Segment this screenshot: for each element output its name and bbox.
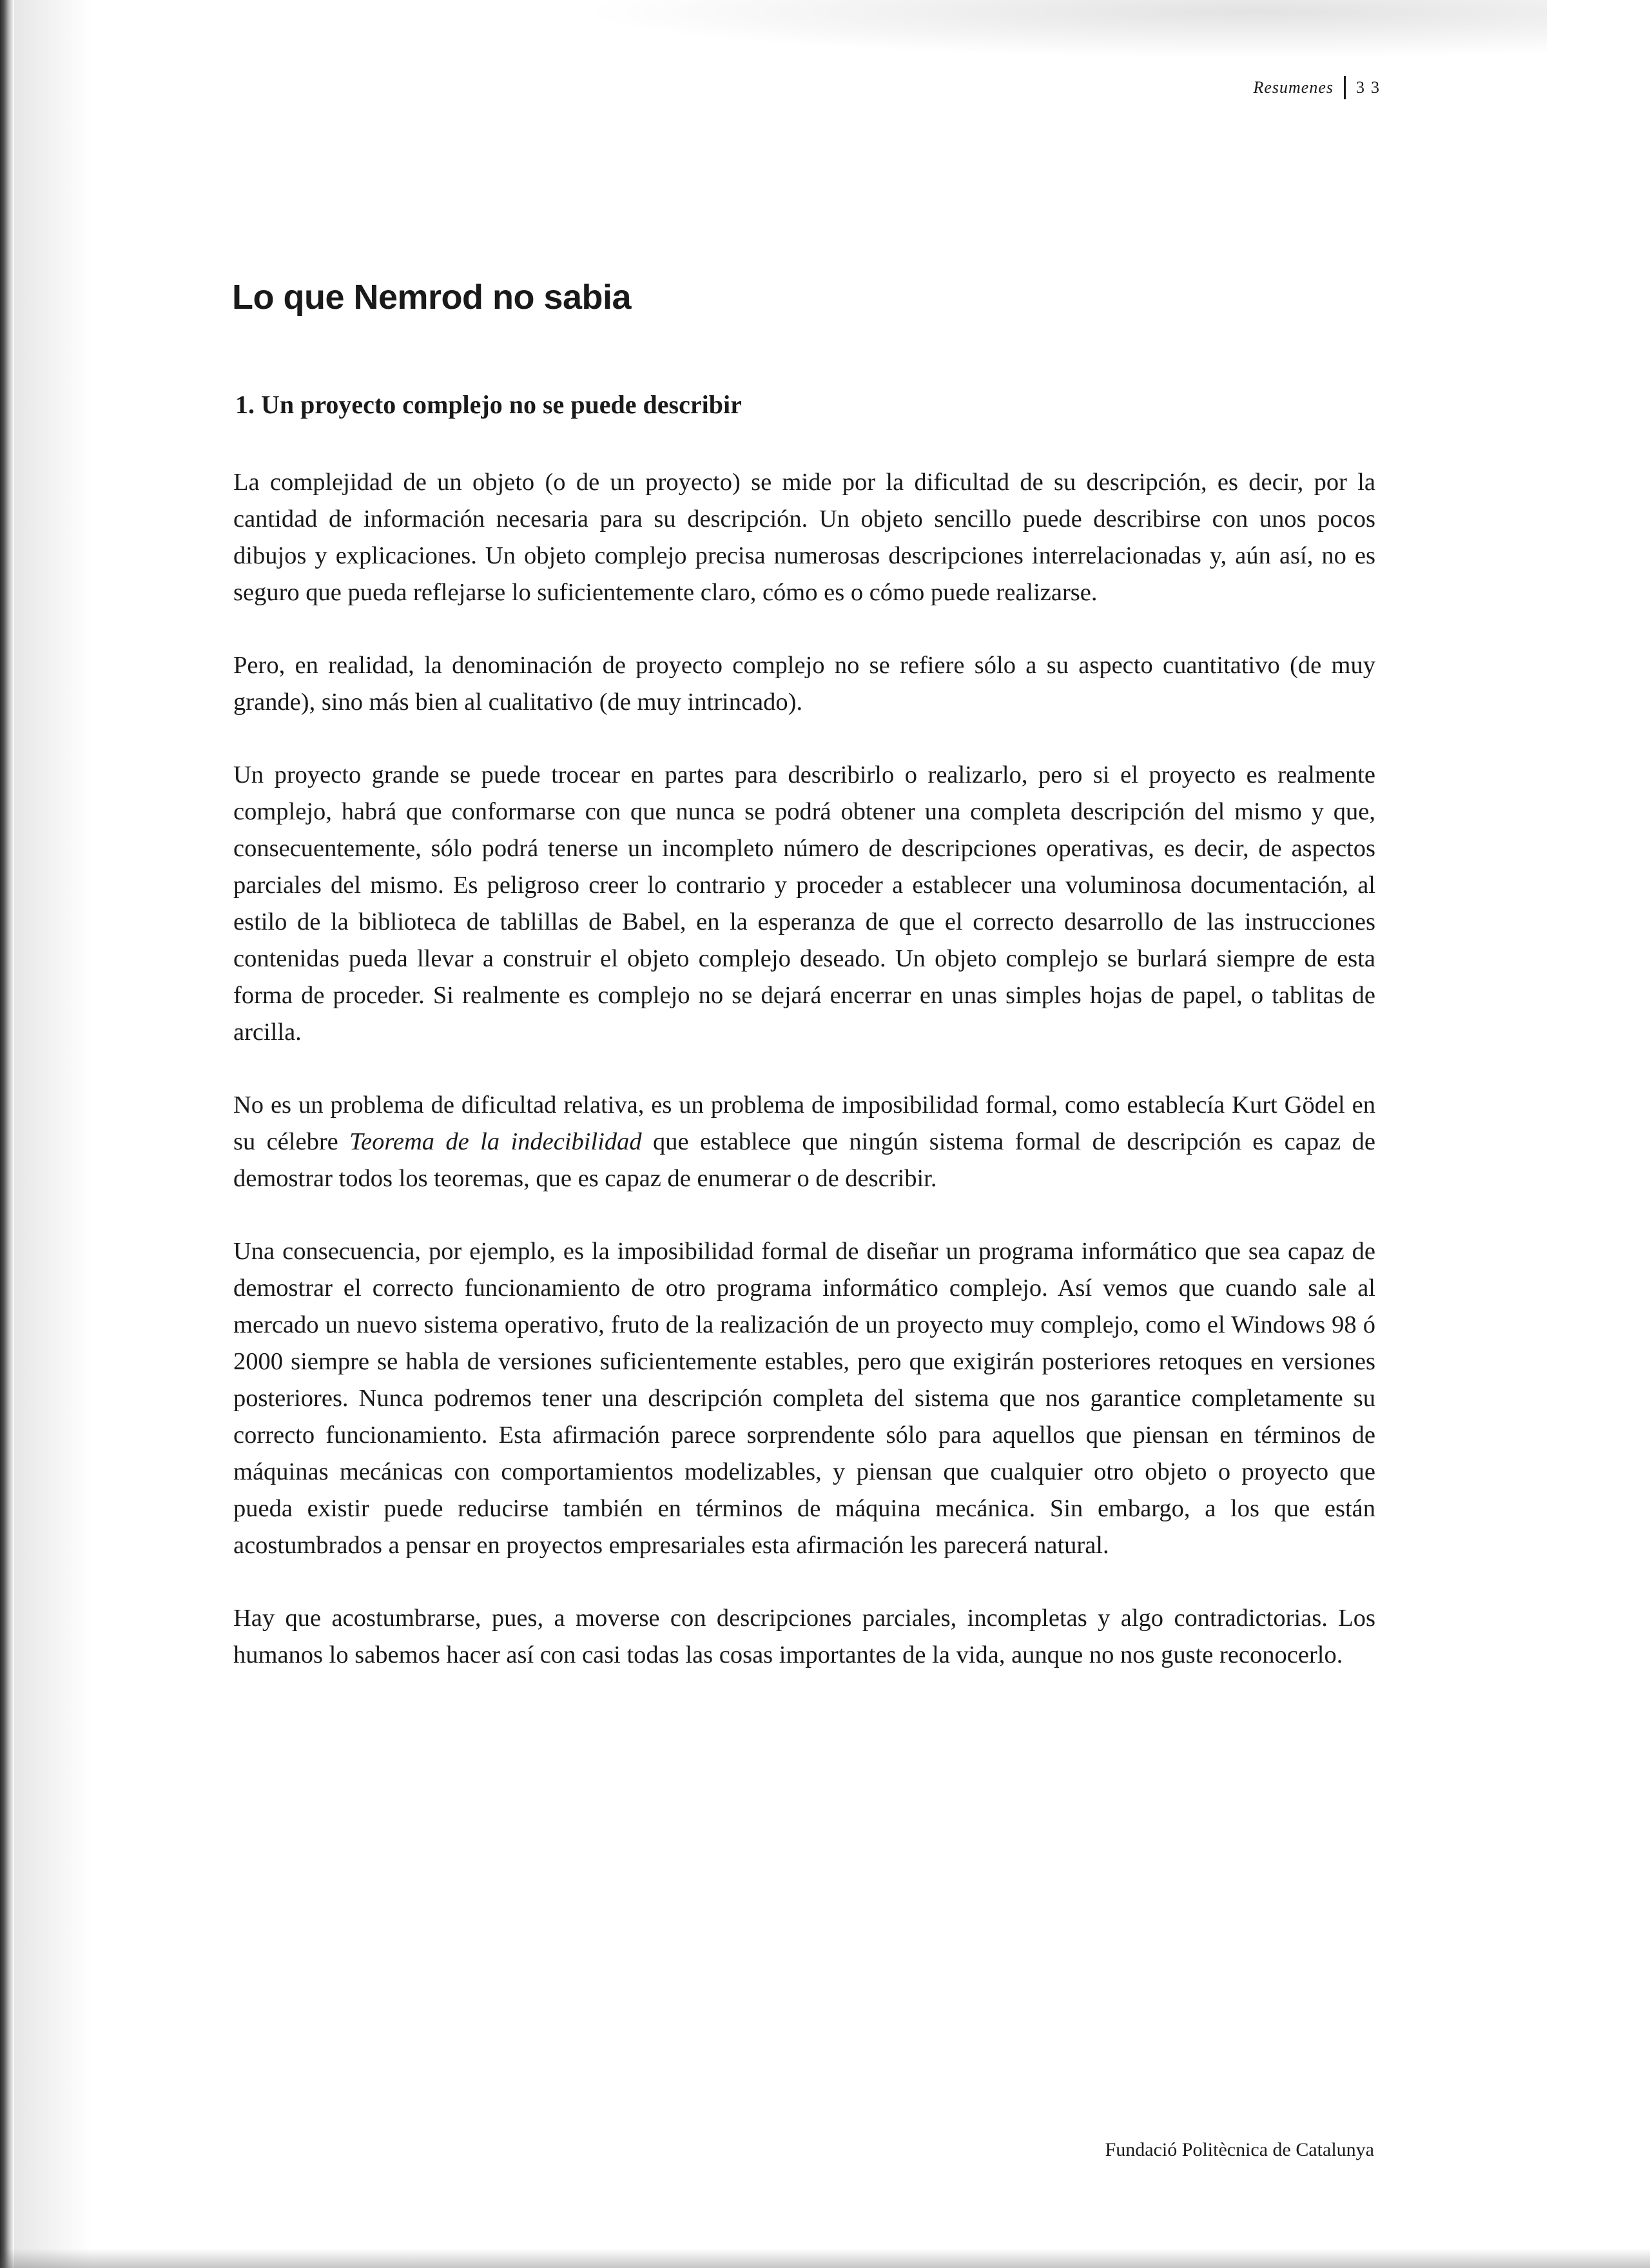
page-number: 33 xyxy=(1356,78,1386,97)
running-head-section: Resumenes xyxy=(1253,78,1334,97)
footer-publisher: Fundació Politècnica de Catalunya xyxy=(1105,2139,1374,2160)
paragraph: Pero, en realidad, la denominación de proyecto complejo no se refiere sólo a su aspecto cuantitativo (de muy grande), sino más bien al cualitativo (de muy intrincado). xyxy=(233,652,1375,716)
section-title: 1. Un proyecto complejo no se puede describir xyxy=(235,390,742,419)
paragraph: Hay que acostumbrarse, pues, a moverse con descripciones parciales, incompletas y algo contradictorias. Los humanos lo sabemos hacer así con casi todas las cosas importantes de la vida, aunque no nos guste reconocerlo. xyxy=(233,1605,1375,1668)
paragraph: La complejidad de un objeto (o de un proyecto) se mide por la dificultad de su descripción, es decir, por la cantidad de información necesaria para su descripción. Un objeto sencillo puede describirse con unos pocos dibujos y explicaciones. Un objeto complejo precisa numerosas descripciones interrelacionadas y, aún así, no es seguro que pueda reflejarse lo suficientemente claro, cómo es o cómo puede realizarse. xyxy=(233,469,1375,606)
scan-noise-top xyxy=(580,0,1547,58)
paragraph: Una consecuencia, por ejemplo, es la imposibilidad formal de diseñar un programa informático que sea capaz de demostrar el correcto funcionamiento de otro programa informático complejo. Así vemos que cuando sale al mercado un nuevo sistema operativo, fruto de la realización de un proyecto muy complejo, como el Windows 98 ó 2000 siempre se habla de versiones suficientemente estables, pero que exigirán posteriores retoques en versiones posteriores. Nunca podremos tener una descripción completa del sistema que nos garantice completamente su correcto funcionamiento. Esta afirmación parece sorprendente sólo para aquellos que piensan en términos de máquinas mecánicas con comportamientos modelizables, y piensan que cualquier otro objeto o proyecto que pueda existir puede reducirse también en términos de máquina mecánica. Sin embargo, a los que están acostumbrados a pensar en proyectos empresariales esta afirmación les parecerá natural. xyxy=(233,1238,1375,1559)
theorem-title: Teorema de la indecibilidad xyxy=(349,1128,642,1155)
chapter-title: Lo que Nemrod no sabia xyxy=(232,278,632,317)
scan-shadow-left xyxy=(0,0,14,2268)
scan-noise-left xyxy=(14,0,92,2268)
paragraph: Un proyecto grande se puede trocear en partes para describirlo o realizarlo, pero si el proyecto es realmente complejo, habrá que conformarse con que nunca se podrá obtener una completa descripción del mismo y que, consecuentemente, sólo podrá tenerse un incompleto número de descripciones operativas, es decir, de aspectos parciales del mismo. Es peligroso creer lo contrario y proceder a establecer una voluminosa documentación, al estilo de la biblioteca de tablillas de Babel, en la esperanza de que el correcto desarrollo de las instrucciones contenidas pueda llevar a construir el objeto complejo deseado. Un objeto complejo se burlará siempre de esta forma de proceder. Si realmente es complejo no se dejará encerrar en unas simples hojas de papel, o tablitas de arcilla. xyxy=(233,761,1375,1046)
paragraph xyxy=(233,1087,1375,1197)
running-head-separator xyxy=(1344,76,1346,99)
body-text xyxy=(233,464,1375,1710)
paragraph-text: que establece que ningún sistema formal de descripción es capaz de demostrar todos los teoremas, que es capaz de enumerar o de describir. xyxy=(233,1128,1375,1192)
scan-shadow-bottom xyxy=(0,2249,1650,2268)
running-head xyxy=(1253,76,1386,99)
paragraph-text: No es un problema de dificultad relativa, es un problema de imposibilidad formal, como establecía Kurt Gödel en su célebre xyxy=(233,1091,1375,1155)
